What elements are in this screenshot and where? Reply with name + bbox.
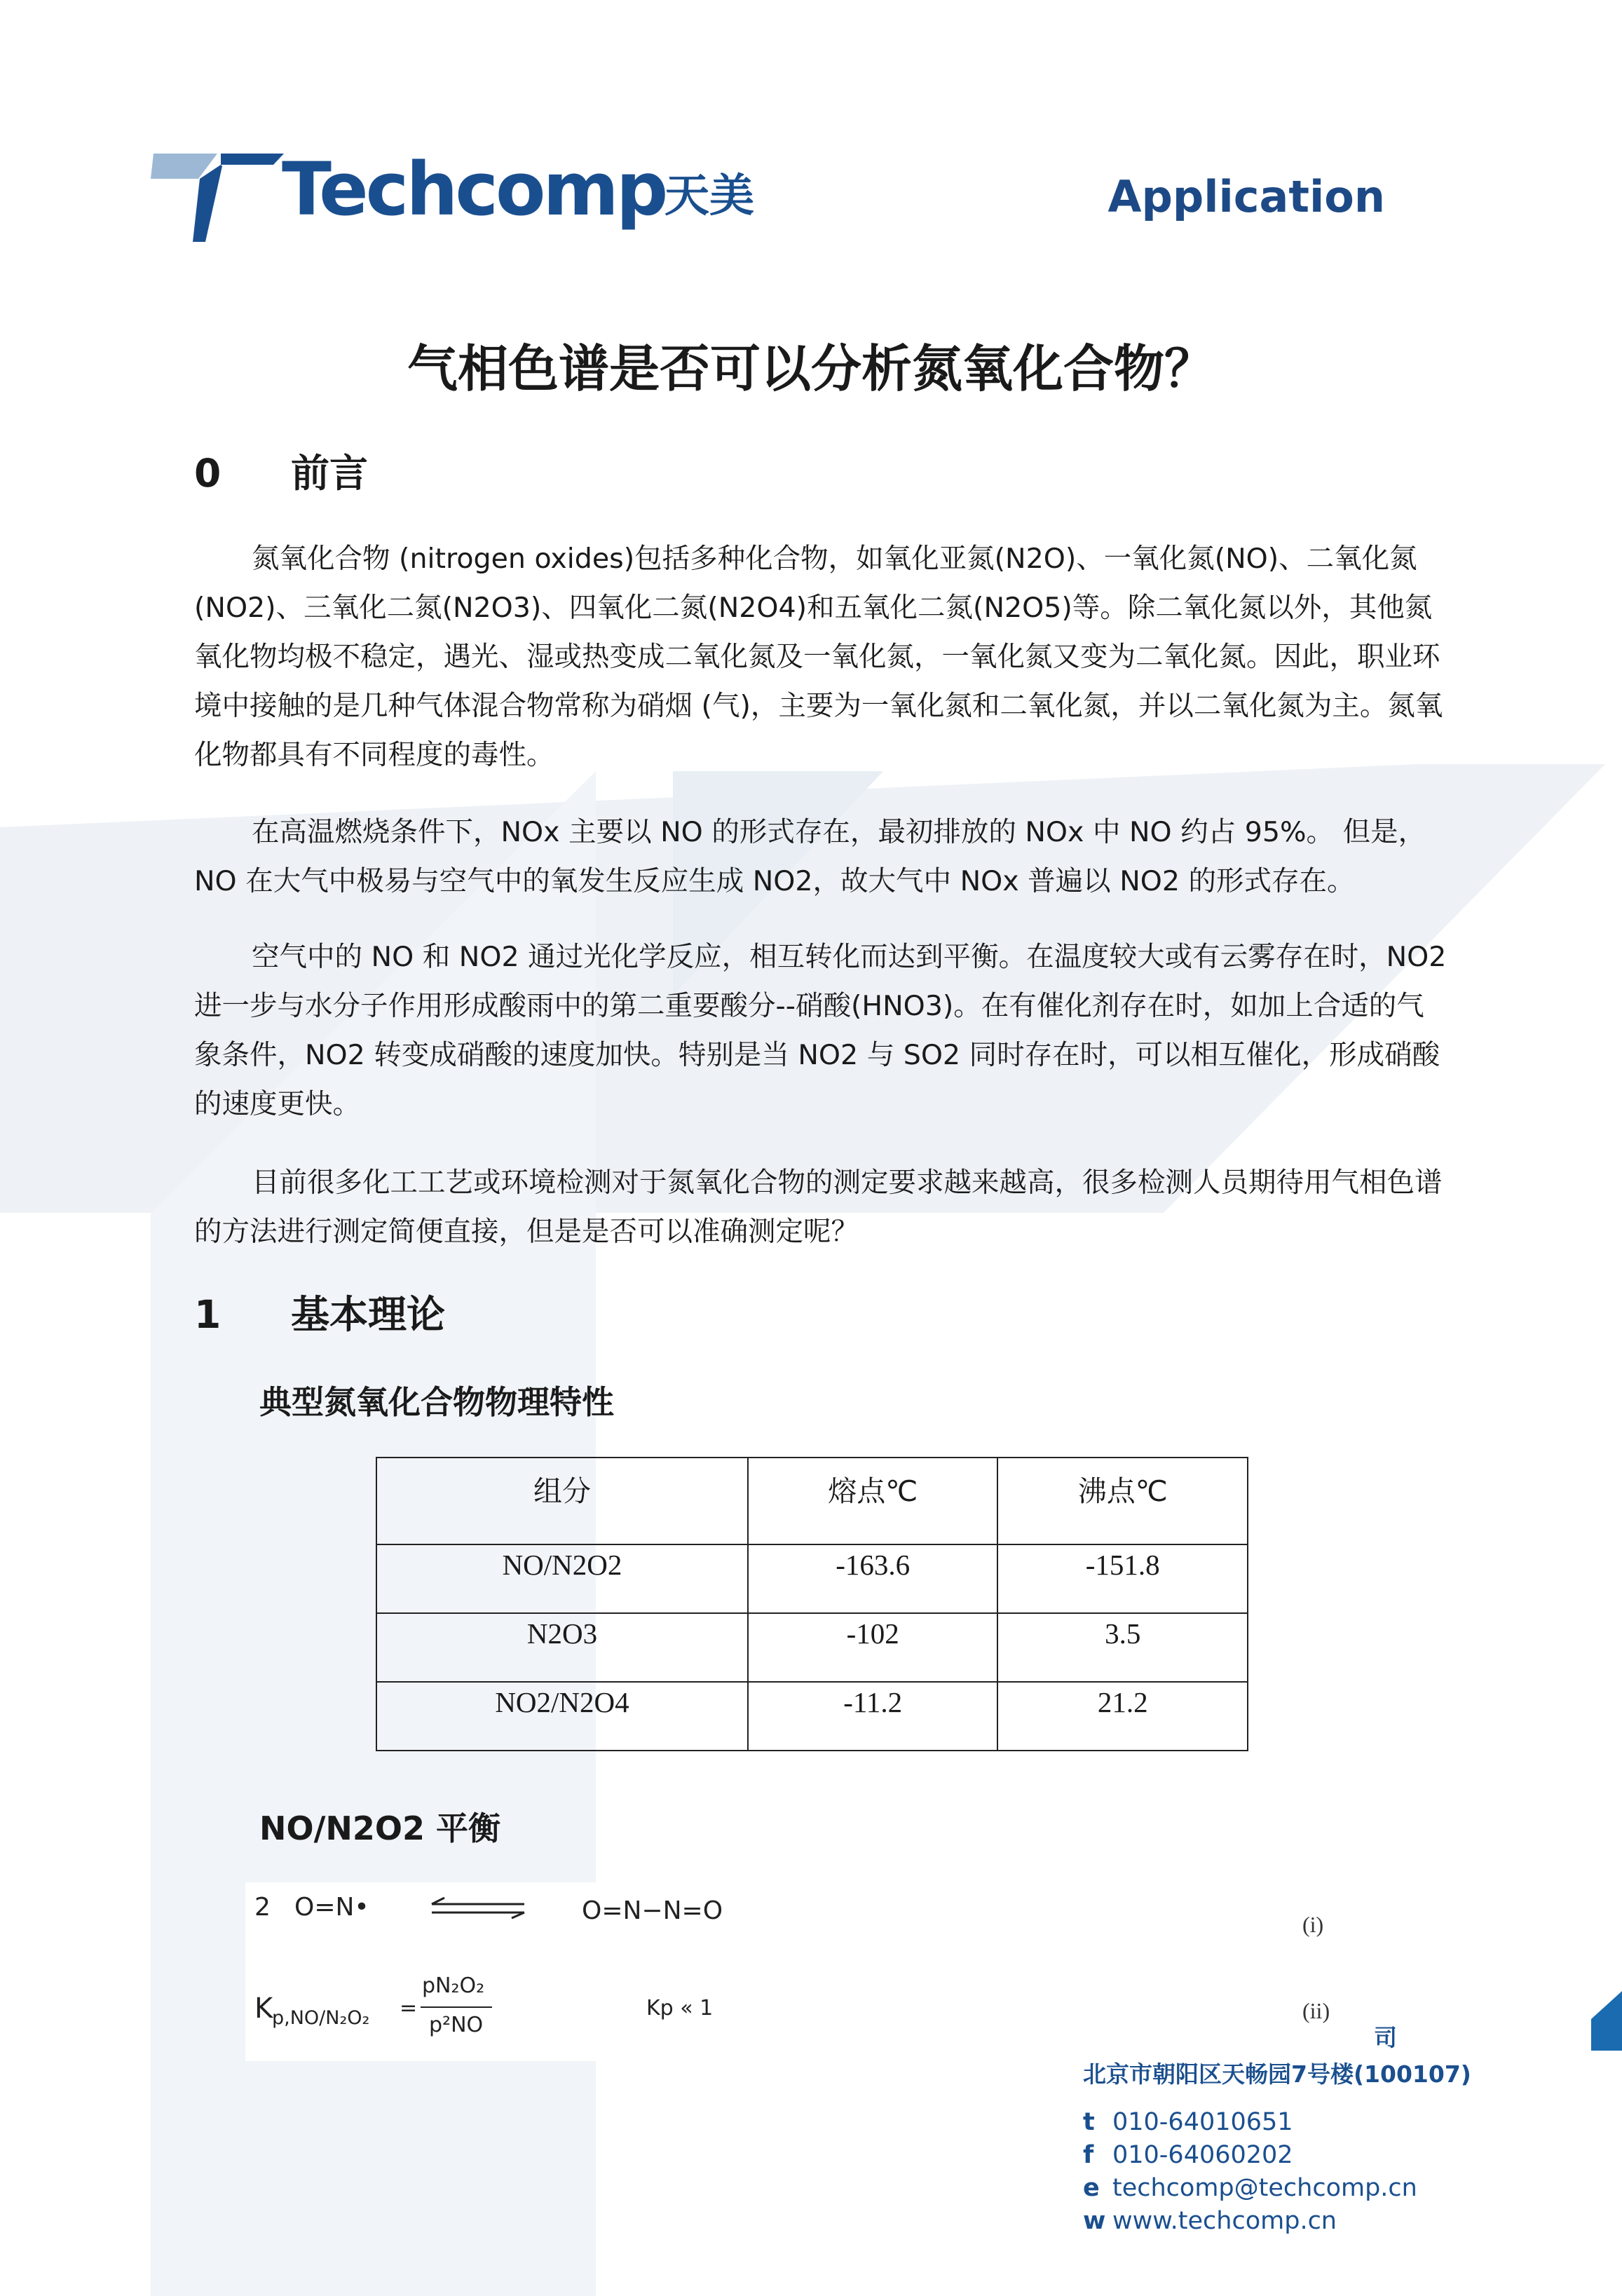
column-header: 组分: [376, 1458, 748, 1544]
header-section-label: Application: [1108, 171, 1385, 222]
kp-symbol: K: [254, 1992, 273, 2025]
paragraph: 空气中的 NO 和 NO2 通过光化学反应，相互转化而达到平衡。在温度较大或有云雾存在时，NO2 进一步与水分子作用形成酸雨中的第二重要酸分--硝酸(HNO3)。在有催化剂存在时，如加上合适的气象条件，NO2 转变成硝酸的速度加快。特别是当 NO2 与 SO2 同时存在时，可以相互催化，形成硝酸的速度更快。: [194, 941, 1447, 1120]
kp-condition: Kp « 1: [646, 1996, 714, 2020]
company-name-fragment: 司: [1374, 2024, 1397, 2051]
table-row: [376, 1613, 1248, 1682]
table-cell: NO/N2O2: [376, 1544, 748, 1613]
fraction-numerator: pN₂O₂: [422, 1974, 485, 1998]
email-label: e: [1083, 2174, 1100, 2202]
phone-label: t: [1083, 2108, 1095, 2136]
web-label: w: [1083, 2207, 1106, 2235]
equation-number: (i): [1302, 1912, 1324, 1937]
document-title: 气相色谱是否可以分析氮氧化合物？: [407, 339, 1215, 398]
equals-sign: =: [400, 1996, 418, 2020]
email-link[interactable]: techcomp@techcomp.cn: [1112, 2174, 1417, 2202]
equation-product: O=N−N=O: [582, 1896, 723, 1925]
table-cell: -151.8: [997, 1544, 1248, 1613]
company-address: 北京市朝阳区天畅园7号楼(100107): [1083, 2060, 1471, 2088]
brand-name-chinese: 天美: [665, 170, 754, 222]
properties-table: [376, 1457, 1248, 1751]
column-header: 沸点℃: [997, 1458, 1248, 1544]
fax-number: 010-64060202: [1112, 2141, 1293, 2169]
column-header: 熔点℃: [748, 1458, 998, 1544]
brand-name: Techcomp: [282, 147, 666, 232]
equation-coefficient: 2: [254, 1893, 271, 1922]
table-title: 典型氮氧化合物物理特性: [259, 1383, 614, 1421]
table-cell: NO2/N2O4: [376, 1682, 748, 1751]
equation-reactant: O=N•: [294, 1893, 369, 1922]
table-cell: -163.6: [748, 1544, 998, 1613]
table-cell: -102: [748, 1613, 998, 1682]
equation-number: (ii): [1302, 1998, 1330, 2023]
table-cell: -11.2: [748, 1682, 998, 1751]
equilibrium-arrows-icon: [429, 1896, 527, 1920]
contact-phone: [1083, 2110, 1293, 2135]
fraction-denominator: p²NO: [429, 2013, 484, 2037]
paragraph: 目前很多化工工艺或环境检测对于氮氧化合物的测定要求越来越高，很多检测人员期待用气相色谱的方法进行测定简便直接，但是是否可以准确测定呢？: [194, 1167, 1443, 1248]
section-number: 0: [194, 451, 222, 496]
equilibrium-title: NO/N2O2 平衡: [259, 1809, 501, 1847]
website-link[interactable]: www.techcomp.cn: [1112, 2207, 1337, 2235]
table-cell: 3.5: [997, 1613, 1248, 1682]
table-header-row: [376, 1458, 1248, 1544]
fax-label: f: [1083, 2141, 1094, 2169]
techcomp-logo-icon: [151, 151, 284, 242]
contact-email: [1083, 2176, 1417, 2201]
paragraph: 在高温燃烧条件下，NOx 主要以 NO 的形式存在，最初排放的 NOx 中 NO 约占 95%。 但是，NO 在大气中极易与空气中的氧发生反应生成 NO2，故大气中 NOx 普遍以 NO2 的形式存在。: [194, 816, 1426, 897]
section-title: 前言: [291, 451, 369, 496]
table-cell: N2O3: [376, 1613, 748, 1682]
contact-fax: [1083, 2143, 1293, 2168]
contact-web: [1083, 2209, 1337, 2234]
kp-subscript: p,NO/N₂O₂: [272, 2007, 370, 2029]
table-cell: 21.2: [997, 1682, 1248, 1751]
table-row: [376, 1682, 1248, 1751]
table-row: [376, 1544, 1248, 1613]
section-number: 1: [194, 1292, 222, 1337]
fraction-bar: [421, 2006, 492, 2008]
paragraph: 氮氧化合物 (nitrogen oxides)包括多种化合物，如氧化亚氮(N2O)、一氧化氮(NO)、二氧化氮(NO2)、三氧化二氮(N2O3)、四氧化二氮(N2O4)和五氧化二氮(N2O5)等。除二氧化氮以外，其他氮氧化物均极不稳定，遇光、湿或热变成二氧化氮及一氧化氮，一氧化氮又变为二氧化氮。因此，职业环境中接触的是几种气体混合物常称为硝烟 (气)，主要为一氧化氮和二氧化氮，并以二氧化氮为主。氮氧化物都具有不同程度的毒性。: [194, 543, 1443, 771]
phone-number: 010-64010651: [1112, 2108, 1293, 2136]
section-title: 基本理论: [291, 1292, 446, 1337]
